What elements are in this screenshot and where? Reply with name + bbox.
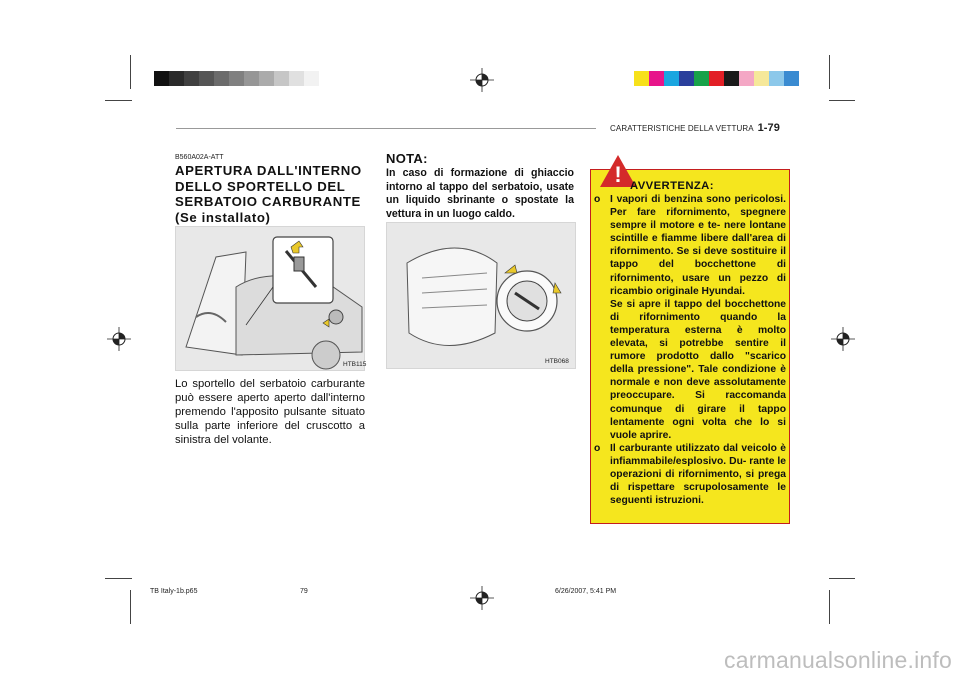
watermark: carmanualsonline.info [724, 647, 952, 673]
page-header [610, 122, 780, 134]
note-heading: NOTA: [386, 151, 428, 166]
warning-item [594, 442, 786, 507]
section-title: CARATTERISTICHE DELLA VETTURA [610, 124, 754, 133]
header-rule [176, 128, 596, 129]
color-swatch [304, 71, 319, 86]
color-swatch [184, 71, 199, 86]
color-swatch [769, 71, 784, 86]
warning-title: AVVERTENZA: [630, 180, 714, 192]
section-code: B560A02A-ATT [175, 154, 224, 161]
color-swatch [739, 71, 754, 86]
color-swatch [664, 71, 679, 86]
image-label-htb115: HTB115 [343, 361, 367, 368]
body-paragraph: Lo sportello del serbatoio carburante può essere aperto aperto dall'interno premendo l'apposito pulsante situato sulla parte inferiore del cruscotto a sinistra del volante. [175, 378, 365, 446]
footer-filename: TB Italy-1b.p65 [150, 588, 198, 595]
color-swatch [259, 71, 274, 86]
warning-item [594, 193, 786, 442]
note-text: In caso di formazione di ghiaccio intorno al tappo del serbatoio, usate un liquido sbrinante o spostate la vettura in un luogo caldo. [386, 167, 574, 220]
registration-target-top [470, 68, 494, 92]
color-swatch [244, 71, 259, 86]
registration-target-bottom [470, 586, 494, 610]
car-interior-illustration [175, 226, 365, 371]
fuel-door-release-drawing [176, 227, 367, 370]
registration-target-right [831, 327, 855, 351]
warning-item-text: I vapori di benzina sono pericolosi. Per fare rifornimento, spegnere sempre il motore e te- nere lontane scintille e fiamme libere dall'area di rifornimento. Se si deve sostituire il tappo del bocchettone di rifornimento, usare un pezzo di ricambio originale Hyundai. Se si apre il tappo del bocchettone di rifornimento quando la temperatura esterna è molto elevata, si potrebbe sentire il rumore prodotto dallo "scarico della pressione". Tale condizione è normale e non deve assolutamente preoccupare. Si raccomanda comunque di girare il tappo lentamente ogni volta che lo si vuole aprire. [610, 194, 786, 441]
color-swatch [214, 71, 229, 86]
warning-item-text: Il carburante utilizzato dal veicolo è infiammabile/esplosivo. Du- rante le operazioni di rifornimento, si prega di rispettare scrupolosamente le seguenti istruzioni. [610, 442, 786, 507]
fuel-cap-illustration [386, 222, 576, 369]
color-swatch [634, 71, 649, 86]
color-swatch [229, 71, 244, 86]
page-number: 1-79 [757, 122, 780, 134]
color-swatch [709, 71, 724, 86]
color-swatch [274, 71, 289, 86]
color-swatch [289, 71, 304, 86]
color-swatch [784, 71, 799, 86]
color-swatch [679, 71, 694, 86]
fuel-cap-drawing [387, 223, 575, 368]
registration-target-left [107, 327, 131, 351]
color-swatch [199, 71, 214, 86]
warning-list [594, 193, 786, 507]
color-swatch [694, 71, 709, 86]
color-swatch [154, 71, 169, 86]
exclamation-icon: ! [614, 162, 622, 187]
footer-datetime: 6/26/2007, 5:41 PM [555, 588, 617, 595]
color-swatch [754, 71, 769, 86]
color-swatch [169, 71, 184, 86]
bullet-marker: o [594, 442, 601, 454]
image-label-htb068: HTB068 [545, 358, 569, 365]
color-swatch [724, 71, 739, 86]
bullet-marker: o [594, 194, 601, 205]
section-title-heading: APERTURA DALL'INTERNO DELLO SPORTELLO DEL SERBATOIO CARBURANTE (Se installato) [175, 163, 362, 225]
footer-page: 79 [300, 588, 308, 595]
color-swatch [649, 71, 664, 86]
